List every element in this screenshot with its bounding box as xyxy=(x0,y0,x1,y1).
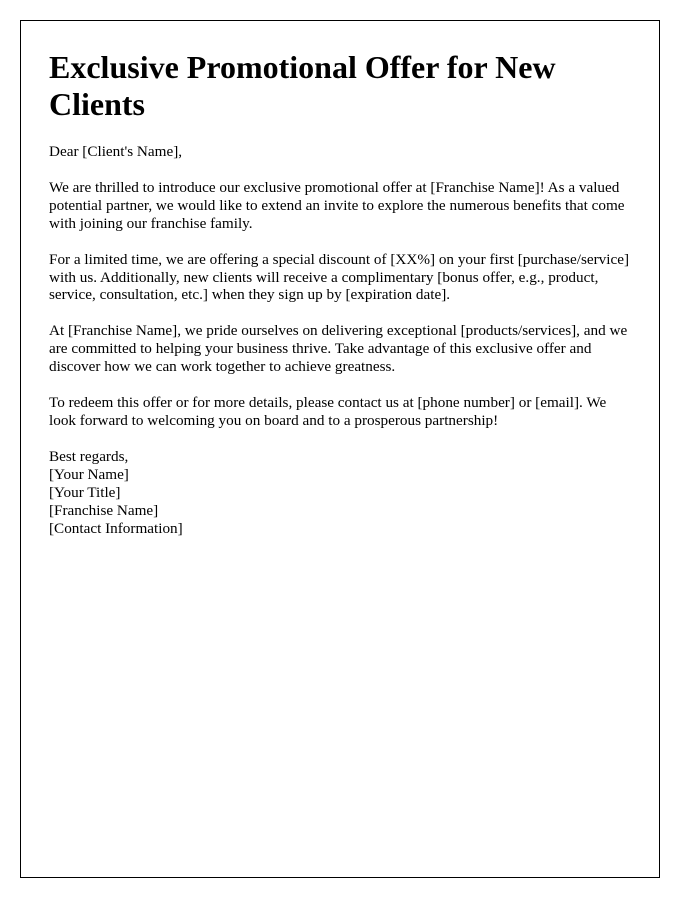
signature-block xyxy=(49,448,631,538)
signature-contact: [Contact Information] xyxy=(49,519,183,537)
letter-page xyxy=(20,20,660,878)
paragraph-commitment: At [Franchise Name], we pride ourselves on delivering exceptional [products/services], and we are committed to helping your business thrive. Take advantage of this exclusive offer and discover how we can work together to achieve greatness. xyxy=(49,322,628,376)
closing: Best regards, xyxy=(49,447,129,465)
greeting: Dear [Client's Name], xyxy=(49,143,183,160)
signature-name: [Your Name] xyxy=(49,465,129,483)
paragraph-contact: To redeem this offer or for more details, please contact us at [phone number] or [email]. We look forward to welcoming you on board and to a prosperous partnership! xyxy=(49,394,607,429)
paragraph-offer: For a limited time, we are offering a special discount of [XX%] on your first [purchase/service] with us. Additionally, new clients will receive a complimentary [bonus offer, e.g., product, service, consultation, etc.] when they sign up by [expiration date]. xyxy=(49,250,630,304)
signature-title: [Your Title] xyxy=(49,483,121,501)
paragraph-intro: We are thrilled to introduce our exclusive promotional offer at [Franchise Name]! As a valued potential partner, we would like to extend an invite to explore the numerous benefits that come with joining our franchise family. xyxy=(49,178,625,232)
signature-franchise: [Franchise Name] xyxy=(49,501,159,519)
letter-title: Exclusive Promotional Offer for New Clients xyxy=(49,49,556,122)
